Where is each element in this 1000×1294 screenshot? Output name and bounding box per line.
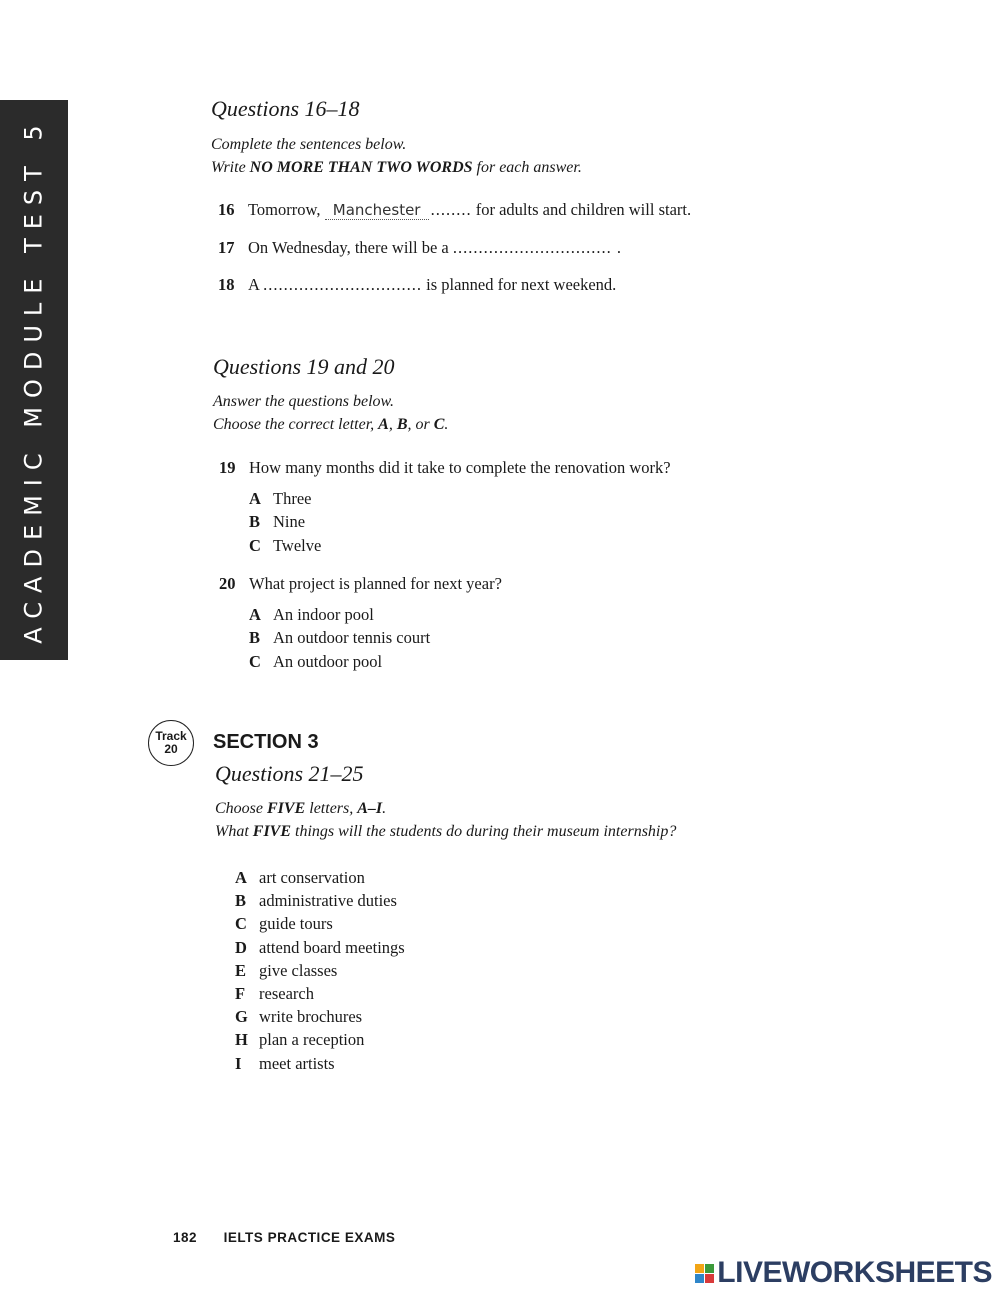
section-3-title: SECTION 3 bbox=[213, 731, 319, 753]
page-number: 182 bbox=[173, 1230, 198, 1245]
q20-option-a[interactable]: A An indoor pool bbox=[249, 605, 374, 624]
question-18: 18 A ............................... is planned for next weekend. bbox=[218, 275, 617, 294]
answer-18-blank[interactable]: ............................... bbox=[263, 275, 423, 294]
question-number: 19 bbox=[219, 458, 236, 477]
part1-instructions: Complete the sentences below. Write NO MORE THAN TWO WORDS for each answer. bbox=[211, 136, 582, 176]
side-tab bbox=[0, 100, 68, 660]
question-number: 17 bbox=[218, 238, 235, 257]
answer-16-input[interactable] bbox=[325, 201, 429, 220]
question-number: 16 bbox=[218, 200, 235, 219]
page-footer bbox=[173, 1230, 395, 1245]
option-e[interactable]: E give classes bbox=[235, 960, 338, 980]
q19-option-a[interactable]: A Three bbox=[249, 489, 312, 508]
option-a[interactable]: A art conservation bbox=[235, 868, 365, 887]
option-i[interactable]: I meet artists bbox=[235, 1053, 335, 1073]
liveworksheets-logo[interactable] bbox=[695, 1256, 992, 1290]
option-c[interactable]: C guide tours bbox=[235, 914, 333, 934]
q19-option-b[interactable]: B Nine bbox=[249, 512, 306, 531]
option-b[interactable]: B administrative duties bbox=[235, 891, 397, 911]
question-number: 18 bbox=[218, 275, 235, 294]
q20-option-c[interactable]: C An outdoor pool bbox=[249, 652, 383, 671]
option-d[interactable]: D attend board meetings bbox=[235, 937, 405, 957]
question-number: 20 bbox=[219, 574, 236, 593]
q19-option-c[interactable]: C Twelve bbox=[249, 536, 322, 555]
section3-instructions: Choose FIVE letters, A–I. What FIVE things will the students do during their museum internship? bbox=[215, 800, 677, 840]
logo-mark-icon bbox=[695, 1264, 714, 1283]
question-20: 20 What project is planned for next year? bbox=[219, 574, 502, 593]
q20-option-b[interactable]: B An outdoor tennis court bbox=[249, 628, 431, 647]
track-badge: Track 20 bbox=[148, 720, 194, 766]
question-17: 17 On Wednesday, there will be a ............................... . bbox=[218, 238, 622, 257]
side-tab-label: ACADEMIC MODULE TEST 5 bbox=[20, 116, 49, 644]
option-f[interactable]: F research bbox=[235, 983, 314, 1003]
question-19: 19 How many months did it take to complete the renovation work? bbox=[219, 458, 671, 477]
questions-19-20-heading: Questions 19 and 20 bbox=[213, 354, 395, 379]
option-h[interactable]: H plan a reception bbox=[235, 1030, 365, 1050]
questions-21-25-heading: Questions 21–25 bbox=[215, 761, 364, 786]
logo-text: LIVEWORKSHEETS bbox=[717, 1256, 992, 1289]
part2-instructions: Answer the questions below. Choose the correct letter, A, B, or C. bbox=[213, 393, 449, 433]
answer-17-blank[interactable]: ............................... . bbox=[452, 238, 622, 257]
questions-16-18-heading: Questions 16–18 bbox=[211, 96, 360, 121]
section3-options-list bbox=[235, 868, 405, 1077]
option-g[interactable]: G write brochures bbox=[235, 1007, 363, 1027]
book-title: IELTS PRACTICE EXAMS bbox=[223, 1230, 396, 1245]
question-16: 16 Tomorrow, Manchester ........ for adults and children will start. bbox=[218, 200, 691, 220]
